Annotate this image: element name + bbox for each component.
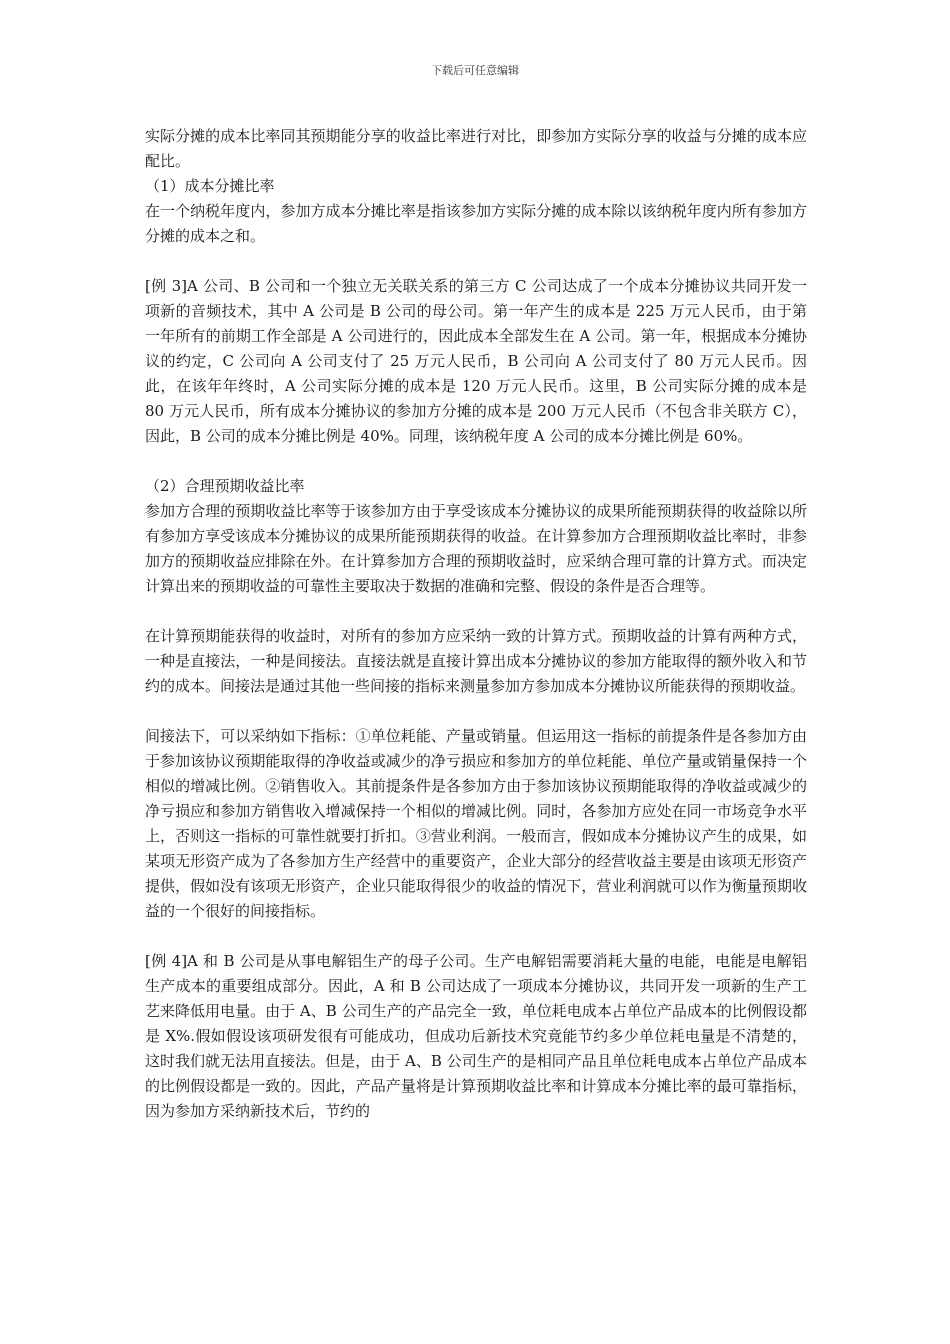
document-body <box>145 124 807 1124</box>
paragraph-example-4: [例 4]A 和 B 公司是从事电解铝生产的母子公司。生产电解铝需要消耗大量的电能，电能是电解铝生产成本的重要组成部分。因此，A 和 B 公司达成了一项成本分摊协议，共同开发一项新的生产工艺来降低用电量。由于 A、B 公司生产的产品完全一致，单位耗电成本占单位产品成本的比例假设都是 X%.假如假设该项研发很有可能成功，但成功后新技术究竟能节约多少单位耗电量是不清楚的，这时我们就无法用直接法。但是，由于 A、B 公司生产的是相同产品且单位耗电成本占单位产品成本的比例假设都是一致的。因此，产品产量将是计算预期收益比率和计算成本分摊比率的最可靠指标，因为参加方采纳新技术后，节约的 <box>145 952 807 1120</box>
paragraph-cost-ratio-intro: 实际分摊的成本比率同其预期能分享的收益比率进行对比，即参加方实际分享的收益与分摊的成本应配比。 <box>145 127 807 170</box>
page-header: 下载后可任意编辑 <box>431 64 519 77</box>
paragraph-cost-sharing-definition: 在一个纳税年度内，参加方成本分摊比率是指该参加方实际分摊的成本除以该纳税年度内所有参加方分摊的成本之和。 <box>145 202 807 245</box>
heading-expected-benefit-ratio: （2）合理预期收益比率 <box>145 477 305 495</box>
paragraph-expected-benefit-definition: 参加方合理的预期收益比率等于该参加方由于享受该成本分摊协议的成果所能预期获得的收益除以所有参加方享受该成本分摊协议的成果所能预期获得的收益。在计算参加方合理预期收益比率时，非参加方的预期收益应排除在外。在计算参加方合理的预期收益时，应采纳合理可靠的计算方式。而决定计算出来的预期收益的可靠性主要取决于数据的准确和完整、假设的条件是否合理等。 <box>145 502 807 595</box>
paragraph-calculation-methods: 在计算预期能获得的收益时，对所有的参加方应采纳一致的计算方式。预期收益的计算有两种方式，一种是直接法，一种是间接法。直接法就是直接计算出成本分摊协议的参加方能取得的额外收入和节约的成本。间接法是通过其他一些间接的指标来测量参加方参加成本分摊协议所能获得的预期收益。 <box>145 627 807 695</box>
heading-cost-sharing-ratio: （1）成本分摊比率 <box>145 177 275 195</box>
paragraph-example-3: [例 3]A 公司、B 公司和一个独立无关联关系的第三方 C 公司达成了一个成本分摊协议共同开发一项新的音频技术，其中 A 公司是 B 公司的母公司。第一年产生的成本是 225 万元人民币，由于第一年所有的前期工作全部是 A 公司进行的，因此成本全部发生在 A 公司。第一年，根据成本分摊协议的约定，C 公司向 A 公司支付了 25 万元人民币，B 公司向 A 公司支付了 80 万元人民币。因此，在该年年终时，A 公司实际分摊的成本是 120 万元人民币。这里，B 公司实际分摊的成本是 80 万元人民币，所有成本分摊协议的参加方分摊的成本是 200 万元人民币（不包含非关联方 C），因此，B 公司的成本分摊比例是 40%。同理，该纳税年度 A 公司的成本分摊比例是 60%。 <box>145 277 807 445</box>
paragraph-indirect-indicators: 间接法下，可以采纳如下指标：①单位耗能、产量或销量。但运用这一指标的前提条件是各参加方由于参加该协议预期能取得的净收益或减少的净亏损应和参加方的单位耗能、单位产量或销量保持一个相似的增减比例。②销售收入。其前提条件是各参加方由于参加该协议预期能取得的净收益或减少的净亏损应和参加方销售收入增减保持一个相似的增减比例。同时，各参加方应处在同一市场竞争水平上，否则这一指标的可靠性就要打折扣。③营业利润。一般而言，假如成本分摊协议产生的成果，如某项无形资产成为了各参加方生产经营中的重要资产，企业大部分的经营收益主要是由该项无形资产提供，假如没有该项无形资产，企业只能取得很少的收益的情况下，营业利润就可以作为衡量预期收益的一个很好的间接指标。 <box>145 727 807 920</box>
